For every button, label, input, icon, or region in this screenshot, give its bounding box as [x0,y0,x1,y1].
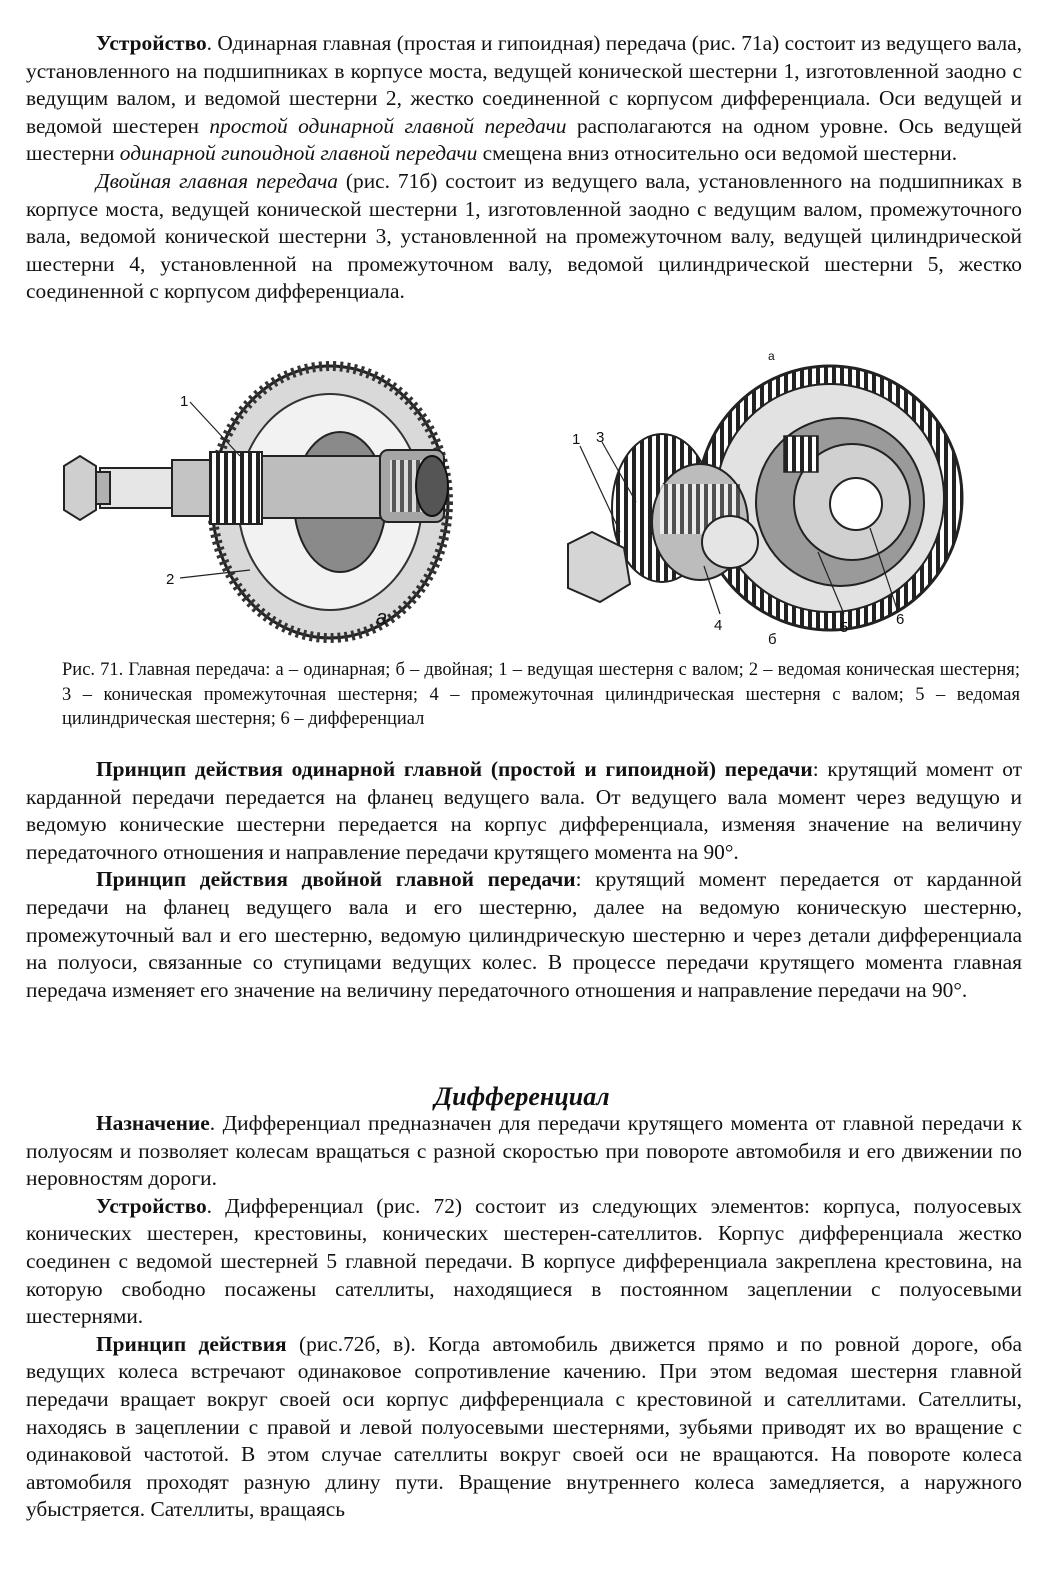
svg-text:б: б [768,631,777,648]
paragraph-purpose: Назначение. Дифференциал предназначен для передачи крутящего момента от главной передачи к полуосям и позволяет колесам вращаться с разной скоростью при повороте автомобиля и его движении по неровностям дороги. [26,1111,1022,1191]
single-drive-drawing [64,366,448,638]
figure-caption: Рис. 71. Главная передача: а – одинарная; б – двойная; 1 – ведущая шестерня с валом; 2 – ведомая коническая шестерня; 3 – коническая промежуточная шестерня; 4 – промежуточная цилиндрическая шестерня с валом; 5 – ведомая цилиндрическая шестерня; 6 – дифференциал [62,660,1020,730]
gear-illustration [40,352,1004,652]
term-device: Устройство [96,31,207,55]
svg-text:6: 6 [896,611,905,628]
svg-text:2: 2 [166,571,175,588]
svg-text:4: 4 [714,617,723,634]
svg-text:а: а [768,352,775,363]
svg-text:1: 1 [572,431,581,448]
svg-text:а: а [376,607,388,629]
paragraph-double-drive-principle: Принцип действия двойной главной передачи: крутящий момент передается от карданной передачи на фланец ведущего вала и его шестерню, далее на ведомую коническую шестерню, промежуточный вал и его шестерню, ведомую цилиндрическую шестерню и через детали дифференциала на полуоси, связанные со ступицами ведущих колес. В процессе передачи крутящего момента главная передача изменяет его значение на величину передаточного отношения и направление передачи на 90°. [26,867,1022,1002]
paragraph-single-drive-device: Устройство. Одинарная главная (простая и гипоидная) передача (рис. 71а) состоит из ведущего вала, установленного на подшипниках в корпусе моста, ведущей конической шестерни 1, изготовленной заодно с ведущим валом, и ведомой шестерни 2, жестко соединенной с корпусом дифференциала. Оси ведущей и ведомой шестерен простой одинарной главной передачи располагаются на одном уровне. Ось ведущей шестерни одинарной гипоидной главной передачи смещена вниз относительно оси ведомой шестерни. [26,31,1022,166]
paragraph-single-drive-principle: Принцип действия одинарной главной (простой и гипоидной) передачи: крутящий момент от карданной передачи передается на фланец ведущего вала. От ведущего вала момент через ведущую и ведомую конические шестерни передается на корпус дифференциала, изменяя значение на величину передаточного отношения и направление передачи крутящего момента на 90°. [26,757,1022,864]
double-drive-drawing [568,352,962,648]
term-double-drive: Двойная главная передача [96,168,338,193]
text-block-final-drive-device [26,30,1022,306]
figure-71-final-drive [40,352,1004,652]
text-block-operation-principle [26,756,1022,1004]
svg-text:5: 5 [840,619,849,636]
paragraph-differential-principle: Принцип действия (рис.72б, в). Когда автомобиль движется прямо и по ровной дороге, оба ведущих колеса встречают одинаковое сопротивление качению. При этом ведомая шестерня главной передачи вращает вокруг своей оси корпус дифференциала с крестовиной и сателлитами. Сателлиты, находясь в зацеплении с правой и левой полуосевыми шестернями, зубьями приводят их во вращение с одинаковой частотой. В этом случае сателлиты вокруг своей оси не вращаются. На повороте колеса автомобиля проходят разную длину пути. Вращение внутреннего колеса замедляется, а наружного убыстряется. Сателлиты, вращаясь [26,1331,1022,1522]
svg-text:1: 1 [180,393,189,410]
paragraph-differential-device: Устройство. Дифференциал (рис. 72) состоит из следующих элементов: корпуса, полуосевых конических шестерен, крестовины, конических шестерен-сателлитов. Корпус дифференциала жестко соединен с ведомой шестерней 5 главной передачи. В корпусе дифференциала закреплена крестовина, на которую свободно посажены сателлиты, находящиеся в постоянном зацеплении с полуосевыми шестернями. [26,1193,1022,1329]
paragraph-double-drive-device: Двойная главная передача (рис. 71б) состоит из ведущего вала, установленного на подшипниках в корпусе моста, ведущей конической шестерни 1, изготовленной заодно с ведущим валом, промежуточного вала, ведомой конической шестерни 3, установленной на промежуточном валу, ведущей цилиндрической шестерни 4, установленной на промежуточном валу, ведомой цилиндрической шестерни 5, жестко соединенной с корпусом дифференциала. [26,168,1022,304]
svg-text:3: 3 [596,429,605,446]
section-heading-differential: Дифференциал [434,1082,610,1111]
text-block-differential [26,1110,1022,1524]
